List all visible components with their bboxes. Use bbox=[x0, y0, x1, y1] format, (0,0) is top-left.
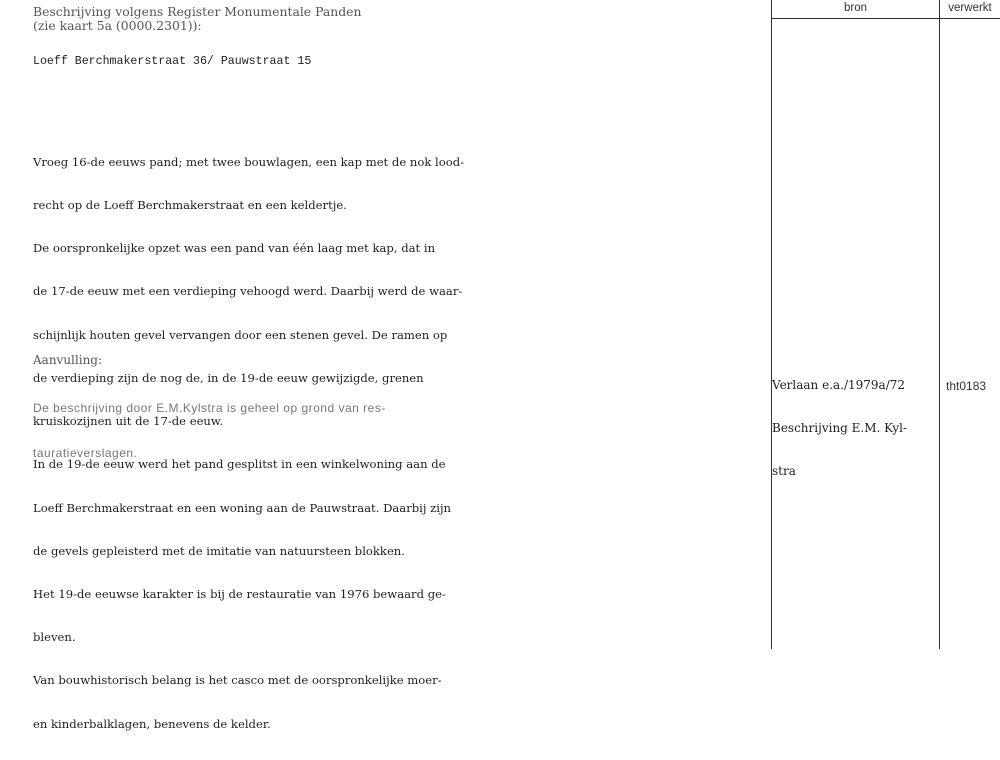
bron-column-header: bron bbox=[843, 2, 868, 14]
body-line: schijnlijk houten gevel vervangen door een stenen gevel. De ramen op bbox=[33, 327, 448, 342]
body-line: kruiskozijnen uit de 17-de eeuw. bbox=[33, 414, 224, 429]
verwerkt-column-divider bbox=[939, 0, 940, 649]
body-line: Vroeg 16-de eeuws pand; met twee bouwlagen, een kap met de nok lood- bbox=[33, 154, 465, 169]
aanvulling-line: tauratieverslagen. bbox=[33, 446, 138, 460]
bron-entry bbox=[772, 349, 907, 507]
aanvulling-line: De beschrijving door E.M.Kylstra is geheel op grond van res- bbox=[33, 401, 386, 415]
bron-column-divider bbox=[771, 0, 772, 649]
body-line: In de 19-de eeuw werd het pand gesplitst in een winkelwoning aan de bbox=[33, 457, 446, 472]
body-line: bleven. bbox=[33, 630, 76, 645]
body-line: De oorspronkelijke opzet was een pand van één laag met kap, dat in bbox=[33, 241, 436, 256]
address-line: Loeff Berchmakerstraat 36/ Pauwstraat 15 bbox=[33, 55, 312, 68]
column-header-rule bbox=[771, 18, 1000, 19]
aanvulling-text bbox=[33, 371, 386, 491]
bron-line: stra bbox=[772, 464, 796, 479]
body-line: de 17-de eeuw met een verdieping vehoogd werd. Daarbij werd de waar- bbox=[33, 284, 463, 299]
body-line: en kinderbalklagen, benevens de kelder. bbox=[33, 716, 271, 731]
body-line: recht op de Loeff Berchmakerstraat en een keldertje. bbox=[33, 198, 347, 213]
verwerkt-column-header: verwerkt bbox=[948, 2, 992, 14]
bron-line: Verlaan e.a./1979a/72 bbox=[772, 377, 906, 392]
body-line: de gevels gepleisterd met de imitatie van natuursteen blokken. bbox=[33, 543, 405, 558]
map-reference: (zie kaart 5a (0000.2301)): bbox=[33, 18, 202, 33]
body-line: Het 19-de eeuwse karakter is bij de restauratie van 1976 bewaard ge- bbox=[33, 587, 446, 601]
document-title: Beschrijving volgens Register Monumentale Panden bbox=[33, 4, 362, 19]
verwerkt-entry: tht0183 bbox=[946, 379, 987, 393]
body-line: Loeff Berchmakerstraat en een woning aan de Pauwstraat. Daarbij zijn bbox=[33, 500, 452, 515]
bron-line: Beschrijving E.M. Kyl- bbox=[772, 421, 908, 436]
body-line: de verdieping zijn de nog de, in de 19-de eeuw gewijzigde, grenen bbox=[33, 370, 424, 385]
aanvulling-label: Aanvulling: bbox=[33, 353, 103, 367]
body-line: Van bouwhistorisch belang is het casco met de oorspronkelijke moer- bbox=[33, 673, 442, 688]
